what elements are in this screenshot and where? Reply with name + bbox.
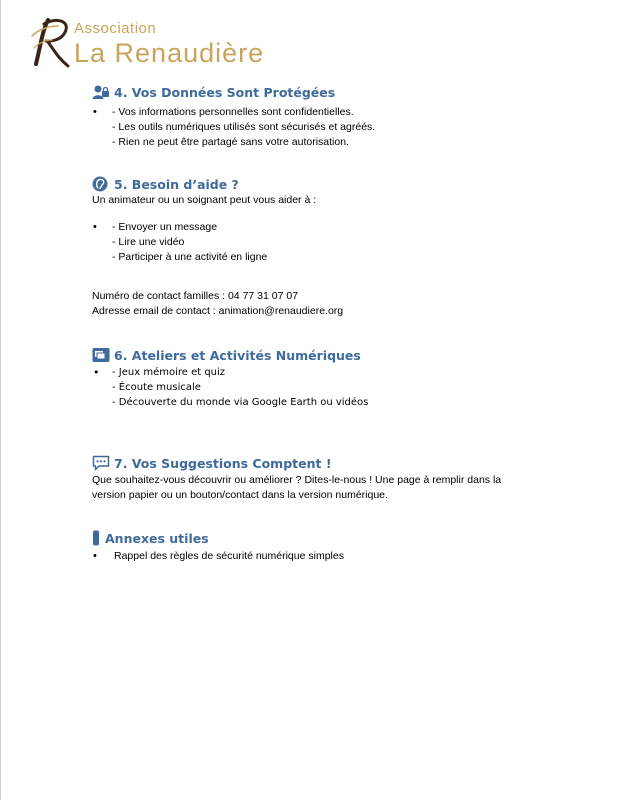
bullet-list	[92, 220, 592, 265]
list-item: - Écoute musicale	[112, 382, 201, 393]
section-heading	[92, 346, 592, 364]
phone-icon	[92, 530, 101, 546]
paragraph-line: Que souhaitez-vous découvrir ou améliorer ? Dites-le-nous ! Une page à remplir dans la	[92, 474, 502, 486]
section-digital-workshops	[92, 346, 592, 410]
list-item: • - Envoyer un message	[92, 220, 592, 235]
section-heading	[92, 175, 592, 193]
user-lock-icon	[92, 84, 110, 100]
chat-bubble-icon	[92, 455, 110, 471]
logo	[28, 14, 298, 70]
section-title: 5. Besoin d’aide ?	[114, 176, 239, 192]
section-heading	[92, 83, 592, 101]
bullet-list	[92, 105, 592, 150]
paragraph-line: version papier ou un bouton/contact dans la version numérique.	[92, 489, 388, 501]
section-title: 7. Vos Suggestions Comptent !	[114, 455, 332, 471]
logo-small-text: Association	[74, 20, 157, 37]
section-title: 6. Ateliers et Activités Numériques	[114, 347, 361, 363]
list-item: - Rien ne peut être partagé sans votre autorisation.	[112, 136, 349, 148]
section-help	[92, 175, 592, 319]
section-data-protection	[92, 83, 592, 150]
page-edge	[0, 0, 1, 800]
section-heading	[92, 529, 592, 547]
bullet-list	[92, 549, 592, 564]
list-item: • - Vos informations personnelles sont confidentielles.	[92, 105, 592, 120]
list-item: - Lire une vidéo	[112, 236, 185, 248]
bullet-list	[92, 365, 592, 410]
screens-icon	[92, 347, 110, 363]
section-suggestions	[92, 454, 592, 503]
section-annexes	[92, 529, 592, 564]
section-heading	[92, 454, 592, 472]
list-item: • Rappel des règles de sécurité numérique simples	[92, 549, 592, 564]
section-intro: Un animateur ou un soignant peut vous aider à :	[92, 194, 317, 206]
logo-r-monogram	[28, 14, 76, 70]
section-title: 4. Vos Données Sont Protégées	[114, 84, 336, 100]
list-item: - Participer à une activité en ligne	[112, 251, 268, 263]
list-item: - Découverte du monde via Google Earth ou vidéos	[112, 397, 369, 408]
ear-icon	[92, 176, 110, 192]
logo-name: La Renaudière	[74, 38, 265, 68]
list-item: - Les outils numériques utilisés sont sécurisés et agréés.	[112, 121, 376, 133]
contact-phone: Numéro de contact familles : 04 77 31 07 07	[92, 290, 299, 302]
contact-email: Adresse email de contact : animation@renaudiere.org	[92, 305, 344, 317]
section-title: Annexes utiles	[105, 530, 209, 546]
list-item: • - Jeux mémoire et quiz	[92, 365, 592, 380]
